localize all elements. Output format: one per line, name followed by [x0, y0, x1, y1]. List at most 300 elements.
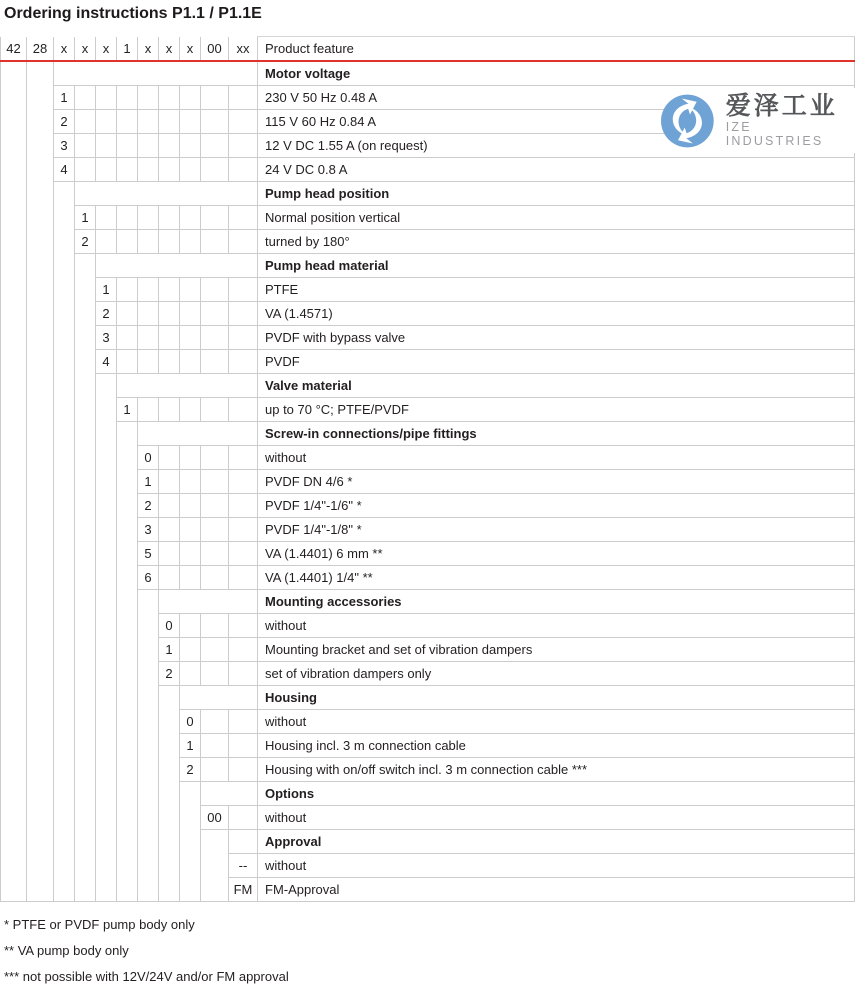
logo-text-block: [702, 88, 860, 153]
section-title-cell: Pump head material: [258, 254, 855, 278]
channel-cell: [1, 830, 27, 854]
channel-cell: [138, 638, 159, 662]
channel-cell: [54, 830, 75, 854]
channel-cell: [54, 590, 75, 614]
option-code-cell: 1: [75, 206, 96, 230]
option-row: [1, 446, 855, 470]
logo-en-text: IZE INDUSTRIES: [725, 120, 824, 148]
grid-cell: [229, 230, 258, 254]
grid-cell: [117, 86, 138, 110]
grid-cell: [138, 278, 159, 302]
option-label-cell: PVDF 1/4"-1/8" *: [258, 518, 855, 542]
channel-cell: [1, 878, 27, 902]
grid-cell: [138, 134, 159, 158]
channel-cell: [27, 206, 54, 230]
channel-cell: [117, 734, 138, 758]
grid-cell: [159, 518, 180, 542]
channel-cell: [75, 782, 96, 806]
grid-cell: [117, 302, 138, 326]
channel-cell: [180, 878, 201, 902]
channel-cell: [27, 61, 54, 86]
channel-cell: [117, 542, 138, 566]
option-row: [1, 326, 855, 350]
code-header-cell: 00: [201, 37, 229, 62]
grid-cell: [159, 326, 180, 350]
channel-cell: [54, 518, 75, 542]
channel-cell: [96, 758, 117, 782]
channel-cell: [138, 782, 159, 806]
option-code-cell: 6: [138, 566, 159, 590]
grid-cell: [180, 158, 201, 182]
channel-cell: [75, 278, 96, 302]
merged-span-cell: [229, 830, 258, 854]
grid-cell: [138, 326, 159, 350]
channel-cell: [96, 614, 117, 638]
grid-cell: [117, 278, 138, 302]
section-title-cell: Valve material: [258, 374, 855, 398]
channel-cell: [54, 566, 75, 590]
channel-cell: [54, 422, 75, 446]
channel-cell: [1, 350, 27, 374]
channel-cell: [96, 374, 117, 398]
channel-cell: [96, 878, 117, 902]
merged-span-cell: [117, 374, 258, 398]
channel-cell: [138, 614, 159, 638]
channel-cell: [138, 734, 159, 758]
channel-cell: [96, 710, 117, 734]
grid-cell: [138, 206, 159, 230]
code-header-row: [1, 37, 855, 62]
option-code-cell: --: [229, 854, 258, 878]
grid-cell: [229, 302, 258, 326]
grid-cell: [201, 566, 229, 590]
channel-cell: [54, 854, 75, 878]
footnote-3: *** not possible with 12V/24V and/or FM approval: [4, 969, 289, 984]
channel-cell: [54, 686, 75, 710]
grid-cell: [201, 278, 229, 302]
channel-cell: [1, 710, 27, 734]
channel-cell: [1, 734, 27, 758]
channel-cell: [27, 806, 54, 830]
channel-cell: [117, 566, 138, 590]
channel-cell: [1, 158, 27, 182]
channel-cell: [75, 254, 96, 278]
channel-cell: [1, 590, 27, 614]
grid-cell: [180, 638, 201, 662]
option-label-cell: without: [258, 806, 855, 830]
option-row: [1, 878, 855, 902]
grid-cell: [229, 110, 258, 134]
channel-cell: [1, 206, 27, 230]
grid-cell: [138, 350, 159, 374]
option-row: [1, 494, 855, 518]
grid-cell: [201, 662, 229, 686]
channel-cell: [1, 110, 27, 134]
channel-cell: [1, 278, 27, 302]
channel-cell: [159, 806, 180, 830]
merged-span-cell: [159, 590, 258, 614]
section-title-cell: Housing: [258, 686, 855, 710]
channel-cell: [75, 326, 96, 350]
option-code-cell: 3: [138, 518, 159, 542]
channel-cell: [75, 686, 96, 710]
grid-cell: [201, 446, 229, 470]
channel-cell: [75, 518, 96, 542]
section-header-row: [1, 422, 855, 446]
channel-cell: [117, 806, 138, 830]
grid-cell: [138, 158, 159, 182]
option-label-cell: without: [258, 854, 855, 878]
grid-cell: [138, 302, 159, 326]
channel-cell: [1, 566, 27, 590]
grid-cell: [201, 758, 229, 782]
channel-cell: [27, 686, 54, 710]
grid-cell: [159, 494, 180, 518]
grid-cell: [75, 134, 96, 158]
grid-cell: [229, 206, 258, 230]
section-header-row: [1, 590, 855, 614]
option-code-cell: 2: [159, 662, 180, 686]
channel-cell: [1, 518, 27, 542]
channel-cell: [1, 470, 27, 494]
section-header-row: [1, 686, 855, 710]
grid-cell: [180, 470, 201, 494]
grid-cell: [75, 86, 96, 110]
grid-cell: [201, 134, 229, 158]
option-row: [1, 662, 855, 686]
channel-cell: [1, 782, 27, 806]
code-header-cell: 42: [1, 37, 27, 62]
channel-cell: [54, 302, 75, 326]
code-header-cell: x: [96, 37, 117, 62]
option-code-cell: 3: [54, 134, 75, 158]
option-label-cell: Normal position vertical: [258, 206, 855, 230]
channel-cell: [27, 398, 54, 422]
option-row: [1, 806, 855, 830]
channel-cell: [1, 86, 27, 110]
channel-cell: [96, 662, 117, 686]
grid-cell: [117, 350, 138, 374]
channel-cell: [27, 110, 54, 134]
grid-cell: [201, 518, 229, 542]
channel-cell: [1, 854, 27, 878]
channel-cell: [75, 710, 96, 734]
channel-cell: [138, 710, 159, 734]
grid-cell: [229, 638, 258, 662]
channel-cell: [27, 662, 54, 686]
channel-cell: [117, 830, 138, 854]
channel-cell: [27, 350, 54, 374]
grid-cell: [159, 398, 180, 422]
footnotes: [4, 916, 860, 986]
channel-cell: [96, 566, 117, 590]
channel-cell: [54, 326, 75, 350]
channel-cell: [159, 878, 180, 902]
channel-cell: [1, 614, 27, 638]
channel-cell: [138, 590, 159, 614]
channel-cell: [117, 638, 138, 662]
grid-cell: [159, 542, 180, 566]
section-title-cell: Motor voltage: [258, 61, 855, 86]
grid-cell: [159, 566, 180, 590]
option-row: [1, 158, 855, 182]
section-header-row: [1, 374, 855, 398]
channel-cell: [96, 494, 117, 518]
channel-cell: [117, 518, 138, 542]
logo-cn-text: 爱泽工业: [725, 92, 838, 120]
channel-cell: [27, 446, 54, 470]
grid-cell: [229, 566, 258, 590]
grid-cell: [229, 494, 258, 518]
channel-cell: [96, 590, 117, 614]
grid-cell: [201, 350, 229, 374]
section-header-row: [1, 782, 855, 806]
grid-cell: [201, 302, 229, 326]
grid-cell: [201, 326, 229, 350]
ordering-code-table: [0, 36, 855, 902]
option-label-cell: VA (1.4401) 1/4" **: [258, 566, 855, 590]
option-label-cell: 12 V DC 1.55 A (on request): [258, 134, 855, 158]
grid-cell: [201, 230, 229, 254]
channel-cell: [54, 662, 75, 686]
option-label-cell: Housing with on/off switch incl. 3 m connection cable ***: [258, 758, 855, 782]
channel-cell: [1, 134, 27, 158]
code-header-cell: 1: [117, 37, 138, 62]
code-header-cell: x: [159, 37, 180, 62]
section-header-row: [1, 830, 855, 854]
grid-cell: [229, 518, 258, 542]
section-header-row: [1, 182, 855, 206]
channel-cell: [159, 830, 180, 854]
grid-cell: [229, 662, 258, 686]
code-header-cell: x: [75, 37, 96, 62]
channel-cell: [180, 806, 201, 830]
channel-cell: [117, 686, 138, 710]
channel-cell: [54, 254, 75, 278]
channel-cell: [96, 686, 117, 710]
option-row: [1, 758, 855, 782]
option-row: [1, 398, 855, 422]
channel-cell: [180, 782, 201, 806]
grid-cell: [180, 134, 201, 158]
section-header-row: [1, 254, 855, 278]
channel-cell: [138, 830, 159, 854]
option-label-cell: PVDF: [258, 350, 855, 374]
channel-cell: [75, 350, 96, 374]
grid-cell: [201, 86, 229, 110]
channel-cell: [75, 854, 96, 878]
grid-cell: [159, 158, 180, 182]
channel-cell: [96, 470, 117, 494]
channel-cell: [27, 326, 54, 350]
option-row: [1, 230, 855, 254]
grid-cell: [180, 542, 201, 566]
option-code-cell: 2: [96, 302, 117, 326]
footnote-1: * PTFE or PVDF pump body only: [4, 917, 195, 932]
channel-cell: [1, 230, 27, 254]
footnote-2: ** VA pump body only: [4, 943, 129, 958]
channel-cell: [27, 566, 54, 590]
channel-cell: [159, 782, 180, 806]
option-code-cell: 2: [138, 494, 159, 518]
grid-cell: [159, 86, 180, 110]
channel-cell: [159, 686, 180, 710]
option-code-cell: 4: [96, 350, 117, 374]
channel-cell: [54, 470, 75, 494]
option-code-cell: 1: [117, 398, 138, 422]
channel-cell: [27, 638, 54, 662]
ordering-table-body: [1, 37, 855, 902]
channel-cell: [27, 158, 54, 182]
option-label-cell: PVDF DN 4/6 *: [258, 470, 855, 494]
channel-cell: [54, 398, 75, 422]
option-label-cell: PVDF 1/4"-1/6" *: [258, 494, 855, 518]
option-row: [1, 614, 855, 638]
merged-span-cell: [96, 254, 258, 278]
channel-cell: [75, 638, 96, 662]
channel-cell: [180, 854, 201, 878]
channel-cell: [54, 782, 75, 806]
channel-cell: [1, 542, 27, 566]
grid-cell: [180, 566, 201, 590]
channel-cell: [75, 542, 96, 566]
channel-cell: [1, 758, 27, 782]
channel-cell: [1, 61, 27, 86]
channel-cell: [27, 590, 54, 614]
channel-cell: [75, 374, 96, 398]
channel-cell: [75, 758, 96, 782]
grid-cell: [159, 230, 180, 254]
grid-cell: [138, 398, 159, 422]
option-row: [1, 206, 855, 230]
grid-cell: [201, 542, 229, 566]
option-code-cell: 1: [138, 470, 159, 494]
option-code-cell: 2: [180, 758, 201, 782]
grid-cell: [229, 326, 258, 350]
channel-cell: [75, 614, 96, 638]
channel-cell: [27, 758, 54, 782]
channel-cell: [75, 566, 96, 590]
option-code-cell: 1: [159, 638, 180, 662]
option-label-cell: 115 V 60 Hz 0.84 A: [258, 110, 855, 134]
grid-cell: [96, 134, 117, 158]
option-row: [1, 566, 855, 590]
channel-cell: [27, 278, 54, 302]
channel-cell: [201, 854, 229, 878]
rotating-arrows-circle-icon: [661, 94, 714, 148]
channel-cell: [54, 878, 75, 902]
channel-cell: [27, 254, 54, 278]
channel-cell: [75, 302, 96, 326]
channel-cell: [1, 662, 27, 686]
option-label-cell: without: [258, 614, 855, 638]
grid-cell: [201, 710, 229, 734]
channel-cell: [75, 398, 96, 422]
option-row: [1, 638, 855, 662]
channel-cell: [75, 590, 96, 614]
channel-cell: [1, 254, 27, 278]
grid-cell: [180, 494, 201, 518]
option-label-cell: Mounting bracket and set of vibration dampers: [258, 638, 855, 662]
option-code-cell: 5: [138, 542, 159, 566]
channel-cell: [180, 830, 201, 854]
channel-cell: [159, 710, 180, 734]
grid-cell: [180, 614, 201, 638]
grid-cell: [180, 446, 201, 470]
option-row: [1, 734, 855, 758]
grid-cell: [180, 278, 201, 302]
channel-cell: [117, 422, 138, 446]
option-label-cell: turned by 180°: [258, 230, 855, 254]
channel-cell: [54, 734, 75, 758]
grid-cell: [201, 398, 229, 422]
grid-cell: [117, 230, 138, 254]
channel-cell: [1, 398, 27, 422]
channel-cell: [54, 182, 75, 206]
channel-cell: [1, 494, 27, 518]
option-code-cell: 00: [201, 806, 229, 830]
option-label-cell: up to 70 °C; PTFE/PVDF: [258, 398, 855, 422]
grid-cell: [229, 158, 258, 182]
channel-cell: [1, 302, 27, 326]
grid-cell: [159, 446, 180, 470]
grid-cell: [180, 398, 201, 422]
channel-cell: [27, 86, 54, 110]
channel-cell: [138, 686, 159, 710]
channel-cell: [201, 830, 229, 854]
option-row: [1, 518, 855, 542]
grid-cell: [201, 158, 229, 182]
channel-cell: [201, 878, 229, 902]
channel-cell: [117, 854, 138, 878]
channel-cell: [27, 182, 54, 206]
channel-cell: [117, 446, 138, 470]
option-label-cell: without: [258, 710, 855, 734]
channel-cell: [117, 758, 138, 782]
option-code-cell: 0: [180, 710, 201, 734]
code-header-cell: x: [54, 37, 75, 62]
option-row: [1, 350, 855, 374]
section-header-row: [1, 61, 855, 86]
merged-span-cell: [180, 686, 258, 710]
channel-cell: [75, 806, 96, 830]
channel-cell: [96, 734, 117, 758]
grid-cell: [117, 110, 138, 134]
channel-cell: [54, 758, 75, 782]
channel-cell: [27, 734, 54, 758]
channel-cell: [117, 782, 138, 806]
watermark-logo: [661, 88, 860, 153]
grid-cell: [75, 158, 96, 182]
option-code-cell: 1: [54, 86, 75, 110]
channel-cell: [1, 374, 27, 398]
option-label-cell: set of vibration dampers only: [258, 662, 855, 686]
option-code-cell: 2: [54, 110, 75, 134]
channel-cell: [117, 590, 138, 614]
code-header-cell: xx: [229, 37, 258, 62]
option-code-cell: 3: [96, 326, 117, 350]
option-row: [1, 470, 855, 494]
grid-cell: [229, 398, 258, 422]
channel-cell: [75, 734, 96, 758]
grid-cell: [138, 110, 159, 134]
channel-cell: [75, 662, 96, 686]
channel-cell: [27, 710, 54, 734]
grid-cell: [201, 110, 229, 134]
grid-cell: [229, 614, 258, 638]
channel-cell: [96, 446, 117, 470]
channel-cell: [27, 518, 54, 542]
